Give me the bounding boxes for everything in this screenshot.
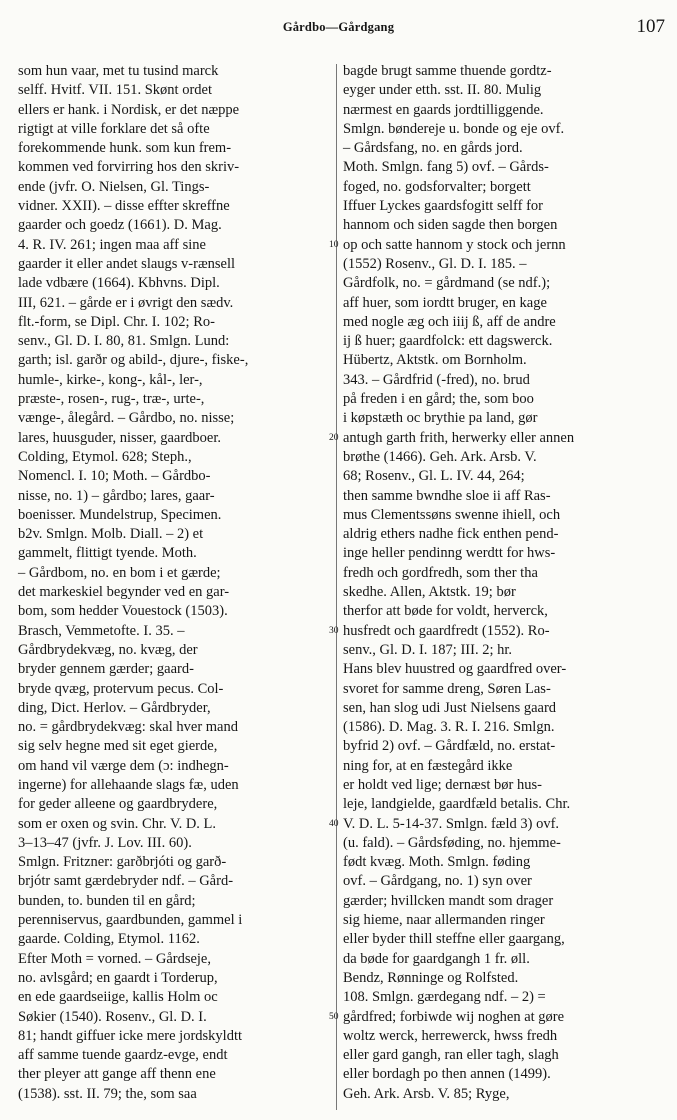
text-line: op och satte hannom y stock och jernn: [343, 236, 566, 253]
text-line: gårdfred; forbiwde wij noghen at gøre: [343, 1008, 565, 1025]
text-line: svoret for samme dreng, Søren Las-: [343, 680, 551, 697]
text-line: bom, som hedder Vouestock (1503).: [18, 603, 228, 620]
text-line: senv., Gl. D. I. 187; III. 2; hr.: [343, 641, 513, 658]
text-line: gærder; hvillcken mandt som drager: [343, 892, 554, 909]
text-line: III, 621. – gårde er i øvrigt den sædv.: [18, 294, 234, 311]
text-line: 3–13–47 (jvfr. J. Lov. III. 60).: [18, 834, 192, 851]
line-number: 20: [329, 432, 339, 443]
column-divider: [336, 64, 337, 1110]
text-line: som er oxen og svin. Chr. V. D. L.: [18, 815, 217, 832]
text-line: lares, huusguder, nisser, gaardboer.: [18, 429, 221, 446]
text-line: sen, han slog udi Just Nielsens gaard: [343, 699, 557, 716]
text-line: om hand vil værge dem (ɔ: indhegn-: [18, 757, 229, 774]
text-line: Colding, Etymol. 628; Steph.,: [18, 448, 192, 465]
text-line: Smlgn. Fritzner: garðbrjóti og garð-: [18, 854, 227, 871]
text-line: humle-, kirke-, kong-, kål-, ler-,: [18, 371, 203, 388]
text-line: flt.-form, se Dipl. Chr. I. 102; Ro-: [18, 313, 215, 330]
text-line: hannom och siden sagde then borgen: [343, 217, 558, 234]
text-line: 68; Rosenv., Gl. L. IV. 44, 264;: [343, 468, 525, 485]
line-number: 30: [329, 625, 339, 636]
text-line: ning for, at en fæstegård ikke: [343, 757, 513, 774]
text-line: 4. R. IV. 261; ingen maa aff sine: [18, 236, 206, 253]
line-number: 50: [329, 1011, 339, 1022]
text-line: gaarde. Colding, Etymol. 1162.: [18, 931, 200, 948]
text-line: mus Clementssøns swenne ihiell, och: [343, 506, 561, 523]
text-line: gaarder och goedz (1661). D. Mag.: [18, 217, 222, 234]
line-number: 40: [329, 818, 339, 829]
text-line: i køpstæth oc brythie pa land, gør: [343, 410, 538, 427]
text-line: byfrid 2) ovf. – Gårdfæld, no. erstat-: [343, 738, 556, 755]
text-line: – Gårdbom, no. en bom i et gærde;: [18, 564, 221, 581]
text-line: eller bordagh po then annen (1499).: [343, 1066, 551, 1083]
text-line: er holdt ved lige; dernæst bør hus-: [343, 776, 542, 793]
text-line: for geder alleene og gaardbrydere,: [18, 796, 218, 813]
text-line: 81; handt giffuer icke mere jordskyldtt: [18, 1027, 243, 1044]
text-line: (1552) Rosenv., Gl. D. I. 185. –: [343, 255, 527, 272]
text-line: (1586). D. Mag. 3. R. I. 216. Smlgn.: [343, 719, 555, 736]
text-line: eyger under etth. sst. II. 80. Mulig: [343, 82, 542, 99]
text-line: ding, Dict. Herlov. – Gårdbryder,: [18, 699, 211, 716]
text-line: lade vdbære (1664). Kbhvns. Dipl.: [18, 275, 220, 292]
page-header: [0, 14, 677, 38]
text-line: vænge-, ålegård. – Gårdbo, no. nisse;: [18, 410, 235, 427]
text-line: woltz werck, herrewerck, hwss fredh: [343, 1027, 558, 1044]
text-line: no. avlsgård; en gaardt i Torderup,: [18, 969, 218, 986]
text-line: det markeskiel begynder ved en gar-: [18, 584, 230, 601]
text-line: aff samme tuende gaardz-evge, endt: [18, 1047, 228, 1064]
text-line: bunden, to. bunden til en gård;: [18, 892, 196, 909]
text-line: senv., Gl. D. I. 80, 81. Smlgn. Lund:: [18, 333, 230, 350]
text-line: Smlgn. bøndereje u. bonde og eje ovf.: [343, 120, 565, 137]
text-line: eller byder thill steffne eller gaargang,: [343, 931, 565, 948]
text-line: Bendz, Rønninge og Rolfsted.: [343, 969, 519, 986]
text-line: skedhe. Allen, Aktstk. 19; bør: [343, 584, 516, 601]
text-line: Hans blev huustred og gaardfred over-: [343, 661, 567, 678]
text-line: forekommende hunk. som kun frem-: [18, 140, 232, 157]
text-line: selff. Hvitf. VII. 151. Skønt ordet: [18, 82, 212, 99]
text-line: Geh. Ark. Arsb. V. 85; Ryge,: [343, 1085, 510, 1102]
text-line: Moth. Smlgn. fang 5) ovf. – Gårds-: [343, 159, 549, 176]
text-line: vidner. XXII). – disse effter skreffne: [18, 198, 230, 215]
text-line: nisse, no. 1) – gårdbo; lares, gaar-: [18, 487, 215, 504]
text-line: ellers er hank. i Nordisk, er det næppe: [18, 101, 240, 118]
text-line: (u. fald). – Gårdsføding, no. hjemme-: [343, 834, 561, 851]
text-line: perenniservus, gaardbunden, gammel i: [18, 912, 243, 929]
text-line: ther pleyer att gange aff thenn ene: [18, 1066, 216, 1083]
text-line: gaarder it eller andet slaugs v-rænsell: [18, 255, 236, 272]
text-line: som hun vaar, met tu tusind marck: [18, 63, 219, 79]
text-line: inge heller pendinng werdtt for hws-: [343, 545, 556, 562]
line-number: 10: [329, 239, 339, 250]
text-line: 343. – Gårdfrid (-fred), no. brud: [343, 371, 530, 388]
text-line: sig hieme, naar allermanden ringer: [343, 912, 545, 929]
text-line: med nogle æg och iiij ß, aff de andre: [343, 313, 556, 330]
text-line: sig selv hegne med sit eget gierde,: [18, 738, 218, 755]
text-line: garth; isl. garðr og abild-, djure-, fiske-,: [18, 352, 249, 369]
text-line: eller gard gangh, ran eller tagh, slagh: [343, 1047, 559, 1064]
text-line: præste-, rosen-, rug-, træ-, urte-,: [18, 391, 205, 408]
text-line: kommen ved forvirring hos den skriv-: [18, 159, 240, 176]
text-line: then samme bwndhe sloe ii aff Ras-: [343, 487, 551, 504]
text-line: Hübertz, Aktstk. om Bornholm.: [343, 352, 527, 369]
right-column: [343, 62, 665, 1104]
text-line: nærmest en gaards jordtilliggende.: [343, 101, 544, 118]
text-line: b2v. Smlgn. Molb. Diall. – 2) et: [18, 526, 204, 543]
text-line: brjótr samt gærdebryder ndf. – Gård-: [18, 873, 234, 890]
text-line: Gårdbrydekvæg, no. kvæg, der: [18, 641, 198, 658]
text-line: – Gårdsfang, no. en gårds jord.: [343, 140, 523, 157]
text-line: fredh och gordfredh, som ther tha: [343, 564, 538, 581]
text-line: bagde brugt samme thuende gordtz-: [343, 63, 552, 79]
text-line: gammelt, flittigt tyende. Moth.: [18, 545, 197, 562]
text-line: (1538). sst. II. 79; the, som saa: [18, 1085, 197, 1102]
text-line: bryde qvæg, protervum pecus. Col-: [18, 680, 224, 697]
text-line: Brasch, Vemmetofte. I. 35. –: [18, 622, 185, 639]
text-line: therfor att bøde for voldt, herverck,: [343, 603, 548, 620]
text-line: no. = gårdbrydekvæg: skal hver mand: [18, 719, 238, 736]
text-line: aff huer, som iordtt bruger, en kage: [343, 294, 547, 311]
text-line: ende (jvfr. O. Nielsen, Gl. Tings-: [18, 178, 210, 195]
text-line: leje, landgielde, gaardfæld betalis. Chr.: [343, 796, 571, 813]
text-line: født kvæg. Moth. Smlgn. føding: [343, 854, 531, 871]
text-line: rigtigt at ville forklare det så ofte: [18, 120, 210, 137]
text-line: ingerne) for allehaande slags fæ, uden: [18, 776, 239, 793]
text-line: aldrig ethers nadhe fick enthen pend-: [343, 526, 559, 543]
text-line: foged, no. godsforvalter; borgett: [343, 178, 531, 195]
text-line: Efter Moth = vorned. – Gårdseje,: [18, 950, 211, 967]
text-line: Gårdfolk, no. = gårdmand (se ndf.);: [343, 275, 551, 292]
text-line: da bøde for gaardgangh 1 fr. øll.: [343, 950, 530, 967]
text-line: ij ß huer; gaardfolck: ett dagswerck.: [343, 333, 553, 350]
text-line: Søkier (1540). Rosenv., Gl. D. I.: [18, 1008, 207, 1025]
text-line: brøthe (1466). Geh. Ark. Arsb. V.: [343, 448, 537, 465]
page-number: 107: [636, 16, 665, 37]
text-line: Nomencl. I. 10; Moth. – Gårdbo-: [18, 468, 211, 485]
text-line: en ede gaardseiige, kallis Holm oc: [18, 989, 218, 1006]
text-line: V. D. L. 5-14-37. Smlgn. fæld 3) ovf.: [343, 815, 560, 832]
text-line: på freden i en gård; the, som boo: [343, 391, 534, 408]
left-column: [18, 62, 333, 1104]
text-line: Iffuer Lyckes gaardsfogitt selff for: [343, 198, 543, 215]
text-line: boenisser. Mundelstrup, Specimen.: [18, 506, 222, 523]
text-line: 108. Smlgn. gærdegang ndf. – 2) =: [343, 989, 546, 1006]
text-line: antugh garth frith, herwerky eller annen: [343, 429, 575, 446]
text-line: bryder gennem gærder; gaard-: [18, 661, 194, 678]
text-line: ovf. – Gårdgang, no. 1) syn over: [343, 873, 532, 890]
text-line: husfredt och gaardfredt (1552). Ro-: [343, 622, 550, 639]
running-head: Gårdbo—Gårdgang: [282, 20, 395, 34]
